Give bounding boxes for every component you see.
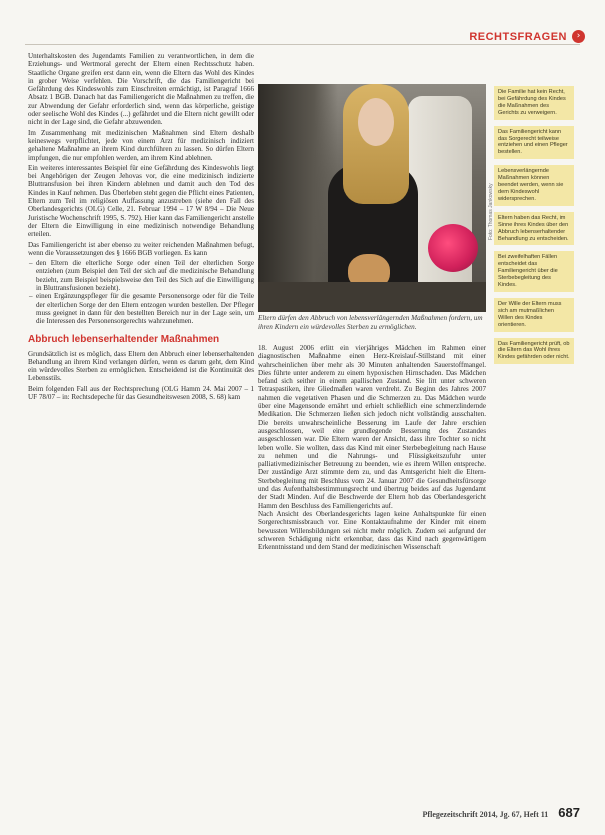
margin-note: Der Wille der Eltern muss sich am mutmaßlichen Willen des Kindes orientieren.	[494, 298, 574, 332]
paragraph: Ein weiteres interessantes Beispiel für eine Gefährdung des Kindeswohls liegt bei Angehörigen der Zeugen Jehovas vor, die eine medizinisch indizierte Bluttransfusion bei ihren Kindern ablehnen und damit auch den Tod des Kindes in Kauf nehmen. Das Überleben steht gegen die Pflicht eines Patienten, Eltern zum Teil im religiösen Auffassung anzustreben (siehe den Fall des Oberlandesgerichts (OLG) Celle, 21. Februar 1994 – 17 W 8/94 – Die Neue Juristische Wochenschrift 1995, S. 792). Hier kann das Familiengericht anstelle der Eltern die Einwilligung in eine medizinisch notwendige Behandlung erteilen.	[28, 163, 254, 239]
photo-face	[358, 98, 394, 146]
left-column	[28, 52, 254, 403]
paragraph: Grundsätzlich ist es möglich, dass Eltern den Abbruch einer lebenserhaltenden Behandlung an ihrem Kind verlangen dürfen, wenn es darum geht, dem Kind ein würdevolles Sterben zu ermöglichen. Entscheidend ist die Kontinuität des Lebensstils.	[28, 349, 254, 383]
middle-column	[258, 344, 486, 551]
photo-tree	[258, 84, 338, 312]
header-divider	[25, 44, 580, 45]
paragraph: Das Familiengericht ist aber ebenso zu weiter reichenden Maßnahmen befugt, wenn die Voraussetzungen des § 1666 BGB vorliegen. Es kann	[28, 240, 254, 257]
article-photo	[258, 84, 486, 312]
page-number: 687	[558, 805, 580, 820]
margin-notes	[494, 86, 574, 370]
section-heading: Abbruch lebenserhaltender Maßnahmen	[28, 333, 220, 345]
photo-ground	[258, 282, 486, 312]
paragraph: Im Zusammenhang mit medizinischen Maßnahmen sind Eltern deshalb keineswegs verpflichtet, jede von einem Arzt für medizinisch indiziert gehaltene Maßnahme an ihrem Kind durchführen zu lassen. So dürfen Eltern impfungen, die nur empfohlen werden, am ihrem Kind ablehnen.	[28, 128, 254, 162]
margin-note: Eltern haben das Recht, im Sinne ihres Kindes über den Abbruch lebenserhaltender Behandlung zu entscheiden.	[494, 212, 574, 246]
paragraph: Unterhaltskosten des Jugendamts Familien zu verantwortlichen, in dem die Erziehungs- und Wertmoral gerecht der Eltern einen Rechtsschutz haben. Staatliche Organe greifen erst dann ein, wenn die Eltern das Wohl des Kindes in grober Weise verfehlen. Die Vorschrift, die das Familiengericht bei Gefährdung des Kindeswohls zum Einschreiten ermächtigt, ist Paragraf 1666 Absatz 1 BGB. Danach hat das Familiengericht die Maßnahmen zu treffen, die zur Abwendung der Gefahr erforderlich sind, wenn das körperliche, geistige oder seelische Wohl des Kindes (...) gefährdet und die Eltern nicht gewillt oder nicht in der Lage sind, die Gefahr abzuwenden.	[28, 52, 254, 127]
list-item: – den Eltern die elterliche Sorge oder einen Teil der elterlichen Sorge entziehen (zum Beispiel den Teil der sich auf die medizinische Behandlung bezieht, zum Beispiel beispielsweise den Teil des Sich auf die Einwilligung in Bluttransfusionen bezieht).	[36, 259, 254, 292]
paragraph: 18. August 2006 erlitt ein vierjähriges Mädchen im Rahmen einer diagnostischen Maßnahme einen Herz-Kreislauf-Stillstand mit einer wahrscheinlichen über mehr als 30 Minuten anhaltenden Sauerstoffmangel. Dies führte unter anderem zu einem hypoxischen Hirnschaden. Das Mädchen befand sich seither in einem apallischen Zustand. Sie litt unter schweren Tetraspastiken, ihre Gliedmaßen waren verdreht. Zu Beginn des Jahres 2007 nahmen die vegetativen Phasen und die Schmerzen zu. Das Mädchen wurde über eine Magensonde ernährt und erhielt schließlich eine schmerzlindernde Medikation. Die Schmerzen ließen sich jedoch nicht vollständig ausschalten. Die bereits unwahrscheinliche Besserung im Laufe der Jahre erschien ausgeschlossen, weil eine grundlegende Besserung des Zustandes ausgeschlossen war. Die Eltern waren der Ansicht, dass ihre Tochter so nicht leben wolle. Sie wollten, dass das Kind mit einer Sterbebegleitung nach Hause zu nehmen und die Nahrungs- und Flüssigkeitszufuhr unter palliativmedizinischer Betreuung zu beenden, wie es ihrem Willen entspreche. Der zuständige Arzt stimmte dem zu, und das Amtsgericht hielt die Eltern-Sterbebegleitung mit Beschluss vom 24. Januar 2007 die Gesundheitsfürsorge und das Aufenthaltsbestimmungsrecht und übertrug beides auf das Jugendamt der Stadt Minden. Auf die Beschwerde der Eltern hob das Oberlandesgericht Hamm den Beschluss des Familiengerichts auf.	[258, 344, 486, 510]
margin-note: Bei zweifelhaften Fällen entscheidet das Familiengericht über die Sterbebegleitung des Kindes.	[494, 251, 574, 292]
photo-credit: Foto: Thomas Jankowsky	[488, 183, 494, 240]
paragraph: Beim folgenden Fall aus der Rechtsprechung (OLG Hamm 24. Mai 2007 – 1 UF 78/07 – in: Rechtsdepeche für das Gesundheitswesen 2008, S. 68) kam	[28, 384, 254, 401]
journal-citation: Pflegezeitschrift 2014, Jg. 67, Heft 11	[422, 810, 549, 819]
margin-note: Lebensverlängernde Maßnahmen können beendet werden, wenn sie dem Kindeswohl widersprechen.	[494, 165, 574, 206]
section-header	[469, 30, 585, 43]
margin-note: Das Familiengericht kann das Sorgerecht teilweise entziehen und einen Pfleger bestellen.	[494, 126, 574, 160]
page-footer	[360, 805, 580, 820]
photo-caption: Eltern dürfen den Abbruch von lebensverlängernden Maßnahmen fordern, um ihren Kindern ein würdevolles Sterben zu ermöglichen.	[258, 314, 483, 331]
list-item: – einen Ergänzungspfleger für die gesamte Personensorge oder für die Teile der elterlichen Sorge der den Eltern entzogen wurden bestellen. Der Pfleger muss geeignet in dann für den bestellten Bereich nur in der Lage sein, um die Interessen des Personensorgerechts wahrzunehmen.	[36, 292, 254, 325]
paragraph: Nach Ansicht des Oberlandesgerichts lagen keine Anhaltspunkte für einen Sorgerechtsmissbrauch vor. Eine Kontaktaufnahme der Kinder mit einem bewussten Willensbildungen sei nicht mehr möglich. Zudem sei aufgrund der schweren Schädigung nicht erkennbar, dass das Kind nach gegenwärtigem Erkenntnisstand und dem Stand der medizinischen Wissenschaft	[258, 509, 486, 552]
photo-flowers	[428, 224, 478, 272]
circle-arrow-icon: ›	[572, 30, 585, 43]
section-label: RECHTSFRAGEN	[469, 30, 567, 43]
bullet-list	[28, 259, 254, 325]
margin-note: Das Familiengericht prüft, ob die Eltern das Wohl ihres Kindes gefährden oder nicht.	[494, 338, 574, 365]
margin-note: Die Familie hat kein Recht, bei Gefährdung des Kindes die Maßnahmen des Gerichts zu verweigern.	[494, 86, 574, 120]
